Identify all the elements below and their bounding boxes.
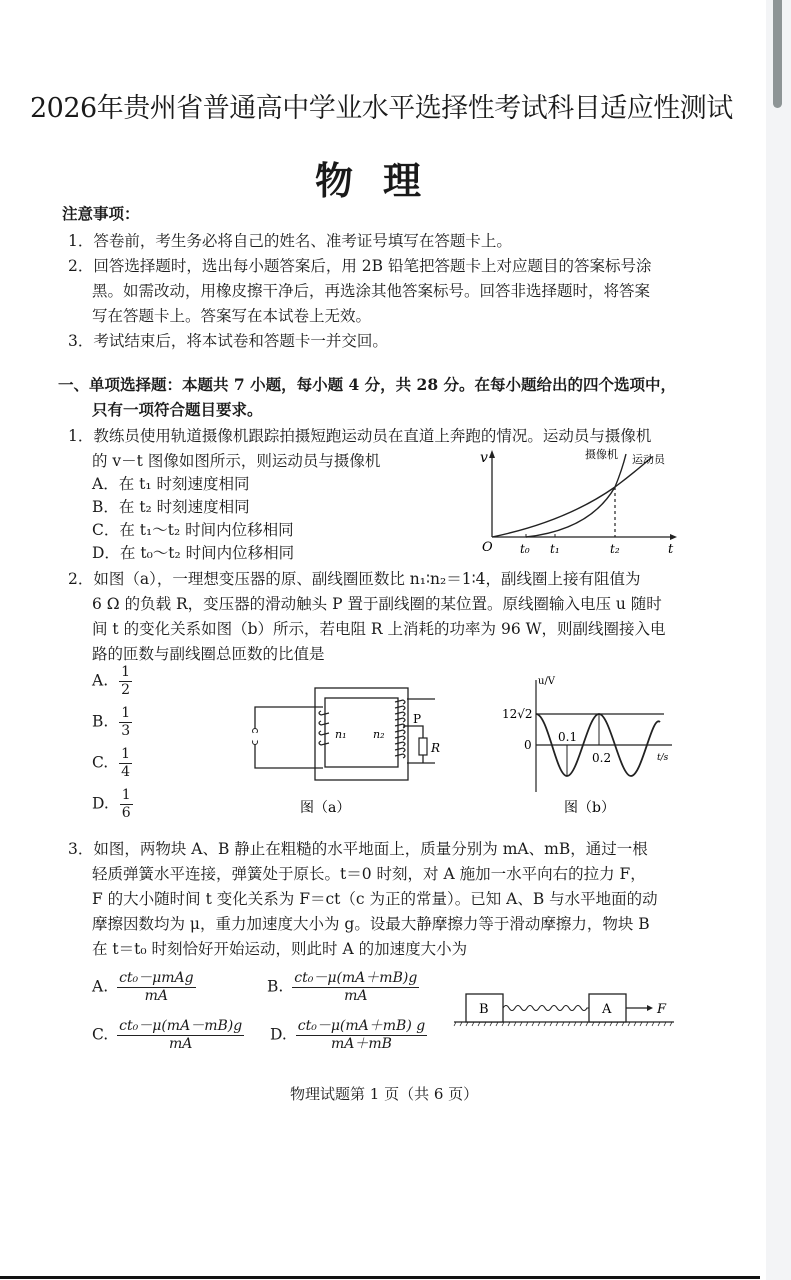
notice-item-2-cont: 黑。如需改动，用橡皮擦干净后，再选涂其他答案标号。回答非选择题时，将答案 <box>92 282 651 300</box>
q2-option-a: A. $\frac{1}{2}$ <box>92 664 130 698</box>
tick-0-1: 0.1 <box>558 730 578 744</box>
q2-stem-cont-3: 路的匝数与副线圈总匝数的比值是 <box>92 645 325 663</box>
q3-option-b: B. $\frac{\text{ct₀－μ(mA＋mB)g}}{mA}$ <box>267 970 418 1004</box>
block-a-label: A <box>602 1002 612 1017</box>
voltage-waveform <box>492 670 692 820</box>
q1-option-a: A．在 t₁ 时刻速度相同 <box>92 475 250 493</box>
subject-heading: 物理 <box>314 158 451 203</box>
t-axis-label: t <box>668 542 674 557</box>
q1-option-d: D．在 t₀～t₂ 时间内位移相同 <box>92 544 295 562</box>
notice-item-2-cont2: 写在答题卡上。答案写在本试卷上无效。 <box>92 307 372 325</box>
slider-p-label: P <box>413 712 422 726</box>
spring <box>503 1006 589 1011</box>
tick-t0: t₀ <box>520 542 530 556</box>
q3-option-d: D. $\frac{\text{ct₀－μ(mA＋mB) g}}{mA+mB}$ <box>270 1018 426 1052</box>
q2-stem: 2．如图（a），一理想变压器的原、副线圈匝数比 n₁∶n₂＝1∶4，副线圈上接有阻值为 <box>68 570 641 588</box>
u-axis-label: u/V <box>538 676 556 687</box>
q3-stem-cont-3: 摩擦因数均为 μ，重力加速度大小为 g。设最大静摩擦力等于滑动摩擦力，物块 B <box>92 915 650 933</box>
q2-stem-cont-2: 间 t 的变化关系如图（b）所示，若电阻 R 上消耗的功率为 96 W，则副线圈接入电 <box>92 620 666 638</box>
zero-label: 0 <box>524 738 532 752</box>
force-f-label: F <box>657 1002 667 1017</box>
q1-option-b: B．在 t₂ 时刻速度相同 <box>92 498 250 516</box>
q1-stem: 1．教练员使用轨道摄像机跟踪拍摄短跑运动员在直道上奔跑的情况。运动员与摄像机 <box>68 427 652 445</box>
scrollbar-thumb[interactable] <box>773 0 782 108</box>
bottom-divider <box>0 1276 760 1279</box>
q2-stem-cont-1: 6 Ω 的负载 R，变压器的滑动触头 P 置于副线圈的某位置。原线圈输入电压 u 随时 <box>92 595 662 613</box>
figure-a-caption: 图（a） <box>300 800 351 816</box>
section-heading-cont: 只有一项符合题目要求。 <box>92 400 263 419</box>
tick-t1: t₁ <box>550 542 560 556</box>
q1-stem-cont: 的 v－t 图像如图所示，则运动员与摄像机 <box>92 452 381 470</box>
v-axis-label: v <box>480 450 488 466</box>
q3-stem: 3．如图，两物块 A、B 静止在粗糙的水平地面上，质量分别为 mA、mB，通过一根 <box>68 840 648 858</box>
q3-stem-cont-1: 轻质弹簧水平连接，弹簧处于原长。t＝0 时刻，对 A 施加一水平向右的拉力 F， <box>92 865 646 883</box>
q1-option-c: C．在 t₁～t₂ 时间内位移相同 <box>92 521 294 539</box>
notice-item-2: 2．回答选择题时，选出每小题答案后，用 2B 铅笔把答题卡上对应题目的答案标号涂 <box>68 257 652 275</box>
n1-label: n₁ <box>335 728 347 741</box>
t-axis-label-b: t/s <box>657 753 669 763</box>
notice-item-1: 1．答卷前，考生务必将自己的姓名、准考证号填写在答题卡上。 <box>68 232 512 250</box>
tick-t2: t₂ <box>610 542 620 556</box>
page-footer: 物理试题第 1 页（共 6 页） <box>290 1085 479 1103</box>
block-b-label: B <box>479 1002 489 1017</box>
q3-stem-cont-4: 在 t＝t₀ 时刻恰好开始运动，则此时 A 的加速度大小为 <box>92 940 468 958</box>
q3-option-a: A. $\frac{\text{ct₀－μmAg}}{mA}$ <box>92 970 194 1004</box>
q2-option-b: B. $\frac{1}{3}$ <box>92 705 131 739</box>
athlete-curve-label: 运动员 <box>632 453 665 466</box>
resistor-r-label: R <box>431 741 441 755</box>
notice-heading: 注意事项： <box>62 204 140 223</box>
q1-vt-graph <box>470 440 680 565</box>
q3-stem-cont-2: F 的大小随时间 t 变化关系为 F＝ct（c 为正的常量）。已知 A、B 与水平地面的动 <box>92 890 658 908</box>
scrollbar-track[interactable] <box>766 0 791 1280</box>
camera-curve-label: 摄像机 <box>585 448 618 461</box>
q2-option-d: D. $\frac{1}{6}$ <box>92 787 131 821</box>
blocks-spring-diagram <box>450 990 690 1030</box>
section-heading: 一、单项选择题：本题共 7 小题，每小题 4 分，共 28 分。在每小题给出的四个选项中， <box>58 375 677 394</box>
q3-option-c: C. $\frac{\text{ct₀－μ(mA－mB)g}}{mA}$ <box>92 1018 243 1052</box>
transformer-diagram <box>235 668 445 820</box>
notice-item-3: 3．考试结束后，将本试卷和答题卡一并交回。 <box>68 332 388 350</box>
n2-label: n₂ <box>373 728 385 741</box>
tick-0-2: 0.2 <box>592 751 612 765</box>
origin-label: O <box>482 540 493 555</box>
figure-b-caption: 图（b） <box>564 800 615 816</box>
q2-option-c: C. $\frac{1}{4}$ <box>92 746 131 780</box>
exam-title: 2026年贵州省普通高中学业水平选择性考试科目适应性测试 <box>30 93 733 124</box>
peak-label: 12√2 <box>502 707 533 721</box>
